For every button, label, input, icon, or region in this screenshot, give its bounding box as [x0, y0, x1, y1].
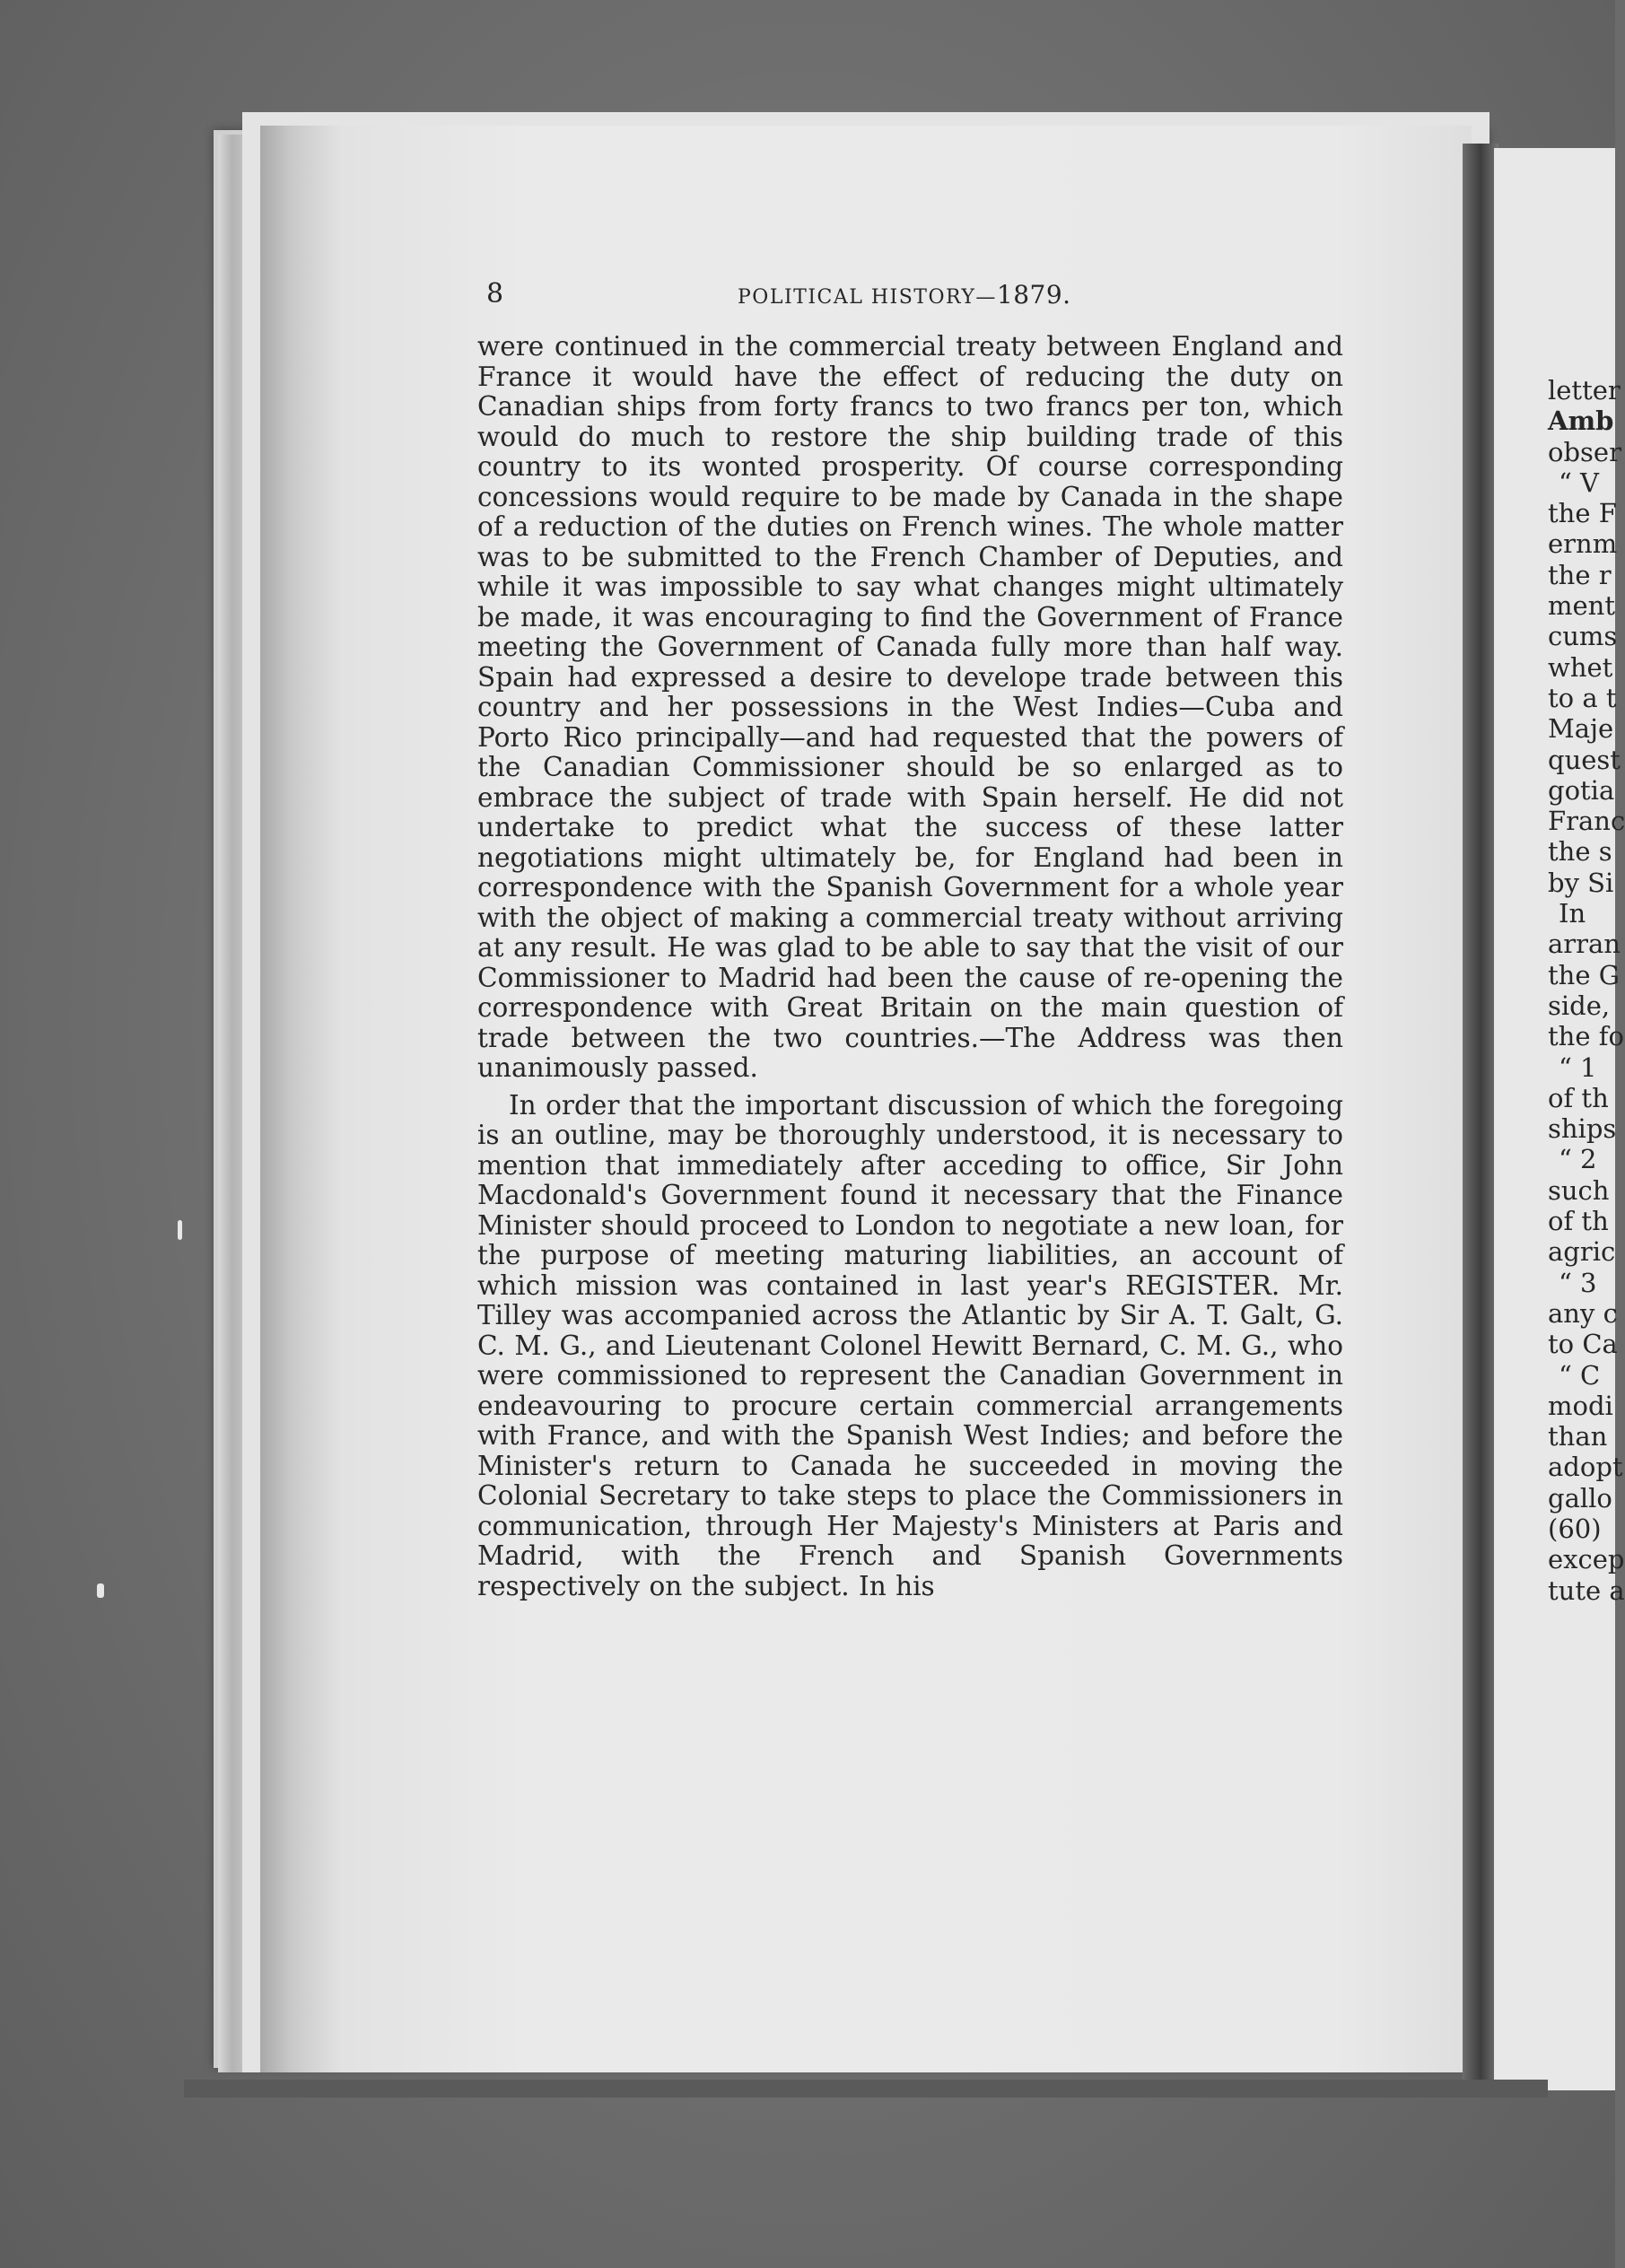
facing-page-line: letter: [1548, 375, 1621, 406]
facing-page-line: excep: [1548, 1544, 1625, 1575]
facing-page-line: of th: [1548, 1206, 1609, 1237]
facing-page-line: ment: [1548, 590, 1615, 622]
facing-page-line: to a t: [1548, 682, 1617, 713]
facing-page-line: by Si: [1548, 867, 1614, 898]
book-gutter: [1463, 144, 1498, 2081]
facing-page-line: modi: [1548, 1390, 1613, 1421]
facing-page-line: “ 1: [1559, 1051, 1597, 1083]
running-head-title: [738, 280, 1071, 310]
facing-page-line: “ V: [1559, 467, 1599, 498]
scan-speck: [178, 1220, 182, 1240]
facing-page-line: agric: [1548, 1236, 1616, 1268]
facing-page-line: In: [1559, 898, 1586, 929]
facing-page-line: of th: [1548, 1082, 1609, 1113]
facing-page-line: arran: [1548, 929, 1621, 960]
running-head: [477, 278, 1343, 314]
facing-page-line: the F: [1548, 498, 1617, 529]
facing-page-line: the s: [1548, 836, 1612, 868]
page-bottom-shadow: [184, 2080, 1548, 2098]
facing-page-line: obser: [1548, 436, 1621, 467]
paragraph: were continued in the commercial treaty between England and France it would have the effect of reducing the duty on Canadian ships from forty francs to two francs per ton, which would do much to restore the ship building trade of this country to its wonted prosperity. Of course corresponding concessions would require to be made by Canada in the shape of a reduction of the duties on French wines. The whole matter was to be submitted to the French Chamber of Deputies, and while it was impossible to say what changes might ultimately be made, it was encouraging to find the Government of France meeting the Government of Canada fully more than half way. Spain had expressed a desire to develope trade between this country and her possessions in the West Indies—Cuba and Porto Rico principally—and had requested that the powers of the Canadian Commissioner should be so enlarged as to embrace the subject of trade with Spain herself. He did not undertake to predict what the success of these latter negotiations might ultimately be, for England had been in correspondence with the Spanish Government for a whole year with the object of making a commercial treaty without arriving at any result. He was glad to be able to say that the visit of our Commissioner to Madrid had been the cause of re-opening the correspondence with Great Britain on the main question of trade between the two countries.—The Address was then unanimously passed.: [477, 331, 1343, 1083]
facing-page-line: the r: [1548, 559, 1612, 590]
facing-page-line: “ 3: [1559, 1267, 1597, 1298]
page-text-block: [477, 278, 1343, 1601]
running-head-text: POLITICAL HISTORY—: [738, 286, 997, 309]
facing-page-line: “ 2: [1559, 1144, 1597, 1175]
facing-page-line: Maje: [1548, 713, 1614, 745]
facing-page-line: quest: [1548, 744, 1621, 775]
facing-page-line: (60): [1548, 1513, 1602, 1544]
facing-page-line: tute a: [1548, 1575, 1625, 1606]
facing-page-line: gallo: [1548, 1482, 1612, 1513]
facing-page-line: whet: [1548, 651, 1613, 683]
facing-page-line: the fo: [1548, 1021, 1624, 1052]
running-head-year: 1879.: [996, 280, 1071, 310]
facing-page-line: adopt: [1548, 1452, 1623, 1483]
facing-page-line: ships: [1548, 1113, 1617, 1145]
facing-page-line: such: [1548, 1174, 1610, 1206]
facing-page-line: than: [1548, 1421, 1608, 1452]
page-number: 8: [486, 278, 504, 310]
facing-page-line: side,: [1548, 990, 1611, 1021]
facing-page-line: Franc: [1548, 806, 1625, 837]
scan-speck: [97, 1583, 104, 1598]
paragraph: In order that the important discussion of which the foregoing is an outline, may be thoroughly understood, it is necessary to mention that immediately after acceding to office, Sir John Macdonald's Government found it necessary that the Finance Minister should proceed to London to negotiate a new loan, for the purpose of meeting maturing liabilities, an account of which mission was contained in last year's REGISTER. Mr. Tilley was accompanied across the Atlantic by Sir A. T. Galt, G. C. M. G., and Lieutenant Colonel Hewitt Bernard, C. M. G., who were commissioned to represent the Canadian Government in endeavouring to procure certain commercial arrangements with France, and with the Spanish West Indies; and before the Minister's return to Canada he succeeded in moving the Colonial Secretary to take steps to place the Commissioners in communication, through Her Majesty's Ministers at Paris and Madrid, with the French and Spanish Governments respectively on the subject. In his: [477, 1089, 1343, 1601]
facing-page-line: to Ca: [1548, 1329, 1618, 1360]
facing-page-line: any c: [1548, 1297, 1618, 1329]
facing-page-line: Amb: [1548, 406, 1614, 437]
facing-page-line: ernm: [1548, 528, 1618, 560]
facing-page-line: cums: [1548, 621, 1618, 652]
facing-page-line: “ C: [1559, 1359, 1601, 1391]
facing-page-line: the G: [1548, 959, 1620, 990]
facing-page-text: [1548, 375, 1625, 1606]
facing-page-line: gotia: [1548, 774, 1615, 806]
